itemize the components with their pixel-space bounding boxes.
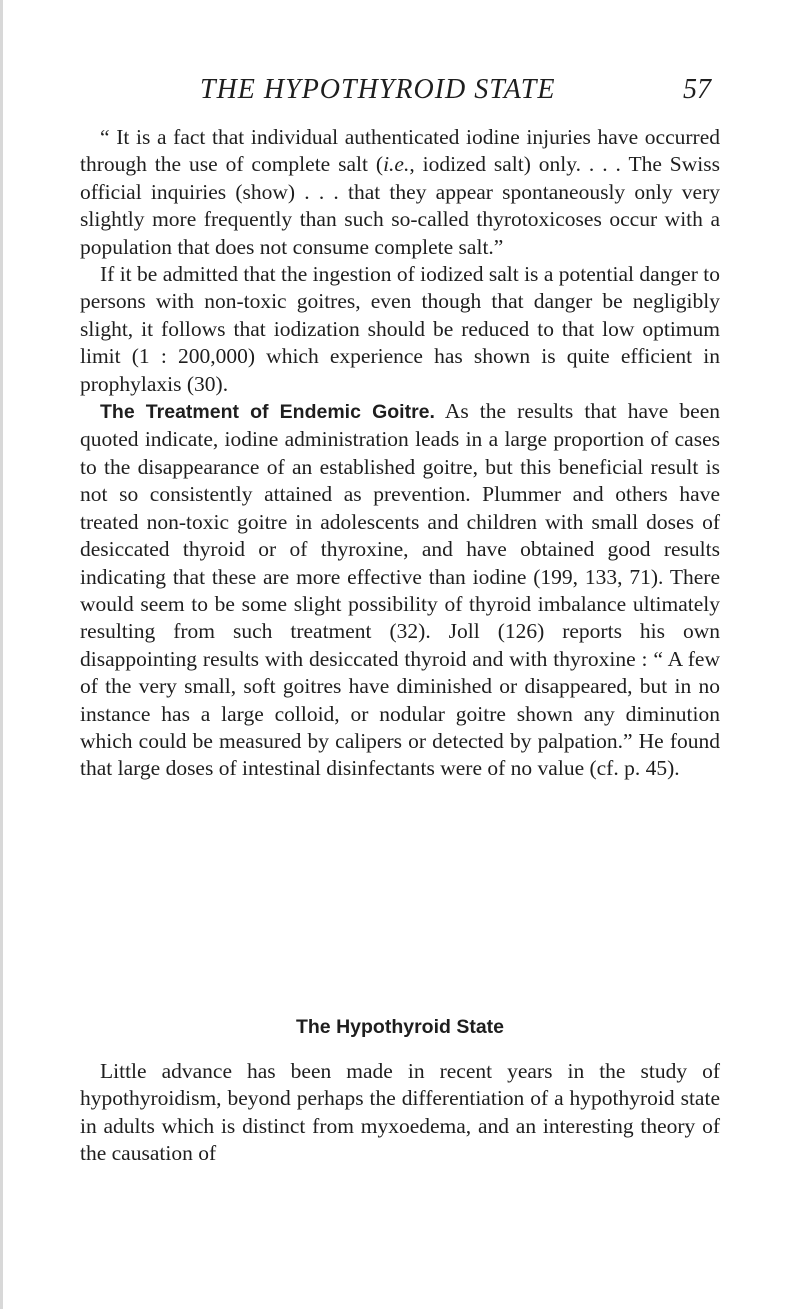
treatment-text: As the results that have been quoted indicate, iodine administration leads in a large proportion of cases to the disappearance of an established goitre, but this beneficial result is not so consistently attained as prevention. Plummer and others have treated non-toxic goitre in adolescents and children with small doses of desiccated thyroid or of thyroxine, and have obtained good results indicating that these are more effective than iodine (199, 133, 71). There would seem to be some slight possibility of thyroid imbalance ultimately resulting from such treatment (32). Joll (126) reports his own disappointing results with desiccated thyroid and with thyroxine : “ A few of the very small, soft goitres have diminished or disappeared, but in no instance has a large colloid, or nodular goitre shown any diminution which could be measured by calipers or detected by palpation.” He found that large doses of intestinal disinfectants were of no value (cf. p. 45). xyxy=(80,399,720,781)
paragraph-quote xyxy=(80,124,720,261)
paragraph-iodization: If it be admitted that the ingestion of iodized salt is a potential danger to persons with non-toxic goitres, even though that danger be negligibly slight, it follows that iodization should be reduced to that low optimum limit (1 : 200,000) which experience has shown is quite efficient in prophylaxis (30). xyxy=(80,262,720,396)
run-in-heading: The Treatment of Endemic Goitre. xyxy=(100,401,435,424)
running-head: THE HYPOTHYROID STATE xyxy=(200,74,556,105)
page-number: 57 xyxy=(683,74,711,105)
page-edge xyxy=(0,0,3,1309)
quote-text-end: , iodized salt) only. . . . The Swiss official inquiries (show) . . . that they appear spontaneously only very slightly more frequently than such so-called thyrotoxicoses occur with a population that does not consume complete salt.” xyxy=(80,152,720,259)
paragraph-treatment xyxy=(80,398,720,783)
section-heading: The Hypothyroid State xyxy=(295,1016,505,1038)
section-body-text xyxy=(80,1058,720,1168)
paragraph-hypothyroid: Little advance has been made in recent years in the study of hypothyroidism, beyond perhaps the differentiation of a hypothyroid state in adults which is distinct from myxoedema, and an interesting theory of the causation of xyxy=(80,1059,720,1166)
quote-ie: i.e. xyxy=(383,152,410,177)
body-text xyxy=(80,124,720,783)
page-header xyxy=(80,74,720,110)
quote-text-start: “ It is a fact that individual authenticated iodine injuries have occurred through the use of complete salt ( xyxy=(80,125,720,177)
